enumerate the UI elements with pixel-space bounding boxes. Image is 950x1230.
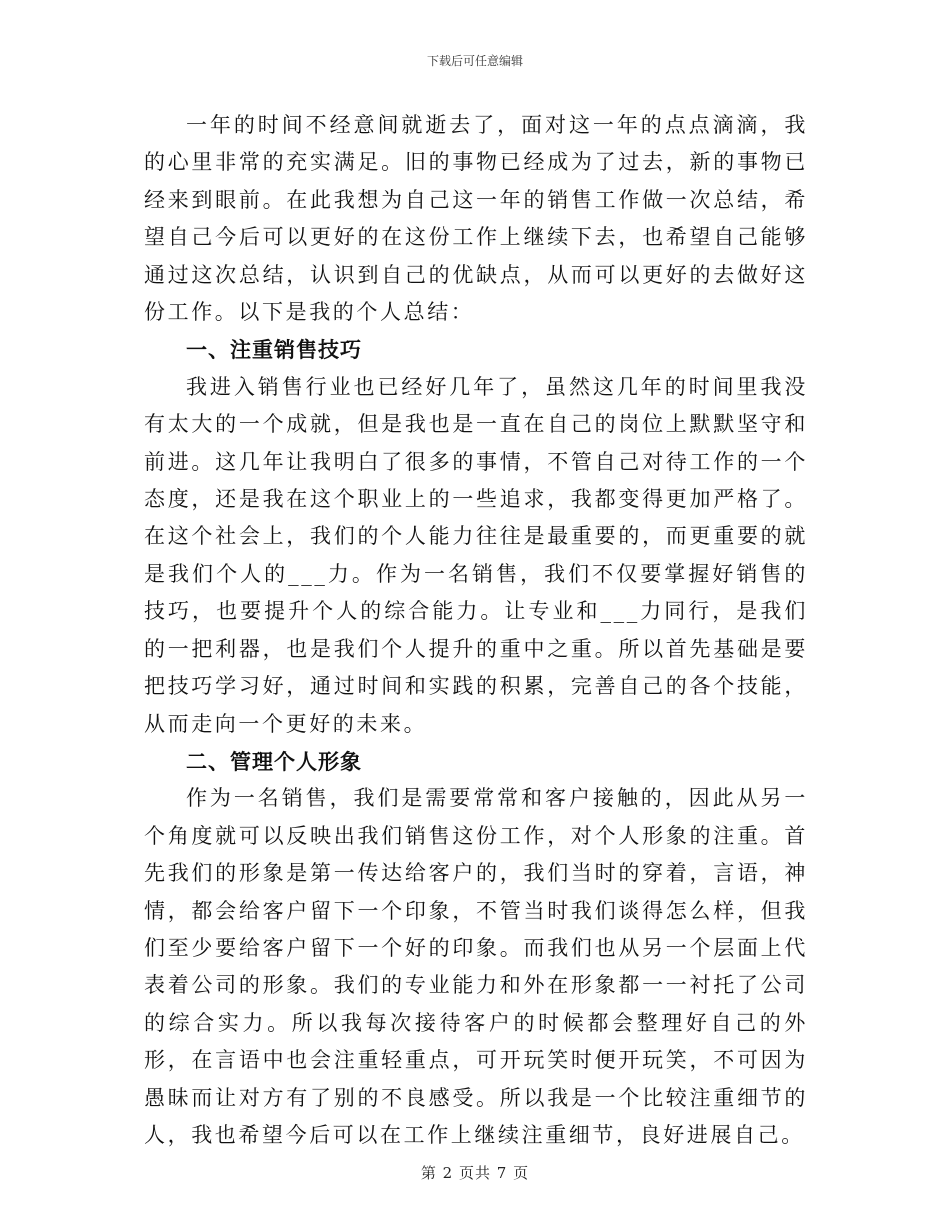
section-heading-sales-skills: 一、注重销售技巧	[186, 337, 362, 363]
page-number: 第 2 页共 7 页	[420, 1164, 530, 1182]
document-body	[144, 107, 808, 1154]
section-paragraph-sales-skills: 我进入销售行业也已经好几年了，虽然这几年的时间里我没有太大的一个成就，但是我也是一直在自己的岗位上默默坚守和前进。这几年让我明白了很多的事情，不管自己对待工作的一个态度，还是我在这个职业上的一些追求，我都变得更加严格了。在这个社会上，我们的个人能力往往是最重要的，而更重要的就是我们个人的___力。作为一名销售，我们不仅要掌握好销售的技巧，也要提升个人的综合能力。让专业和___力同行，是我们的一把利器，也是我们个人提升的重中之重。所以首先基础是要把技巧学习好，通过时间和实践的积累，完善自己的各个技能，从而走向一个更好的未来。	[144, 374, 808, 736]
intro-paragraph: 一年的时间不经意间就逝去了，面对这一年的点点滴滴，我的心里非常的充实满足。旧的事物已经成为了过去，新的事物已经来到眼前。在此我想为自己这一年的销售工作做一次总结，希望自己今后可以更好的在这份工作上继续下去，也希望自己能够通过这次总结，认识到自己的优缺点，从而可以更好的去做好这份工作。以下是我的个人总结：	[144, 113, 808, 325]
page-header: 下载后可任意编辑	[426, 54, 523, 68]
section-heading-personal-image: 二、管理个人形象	[186, 748, 362, 774]
section-paragraph-personal-image: 作为一名销售，我们是需要常常和客户接触的，因此从另一个角度就可以反映出我们销售这份工作，对个人形象的注重。首先我们的形象是第一传达给客户的，我们当时的穿着，言语，神情，都会给客户留下一个印象，不管当时我们谈得怎么样，但我们至少要给客户留下一个好的印象。而我们也从另一个层面上代表着公司的形象。我们的专业能力和外在形象都一一衬托了公司的综合实力。所以我每次接待客户的时候都会整理好自己的外形，在言语中也会注重轻重点，可开玩笑时便开玩笑，不可因为愚昧而让对方有了别的不良感受。所以我是一个比较注重细节的人，我也希望今后可以在工作上继续注重细节，良好进展自己。	[144, 786, 808, 1147]
